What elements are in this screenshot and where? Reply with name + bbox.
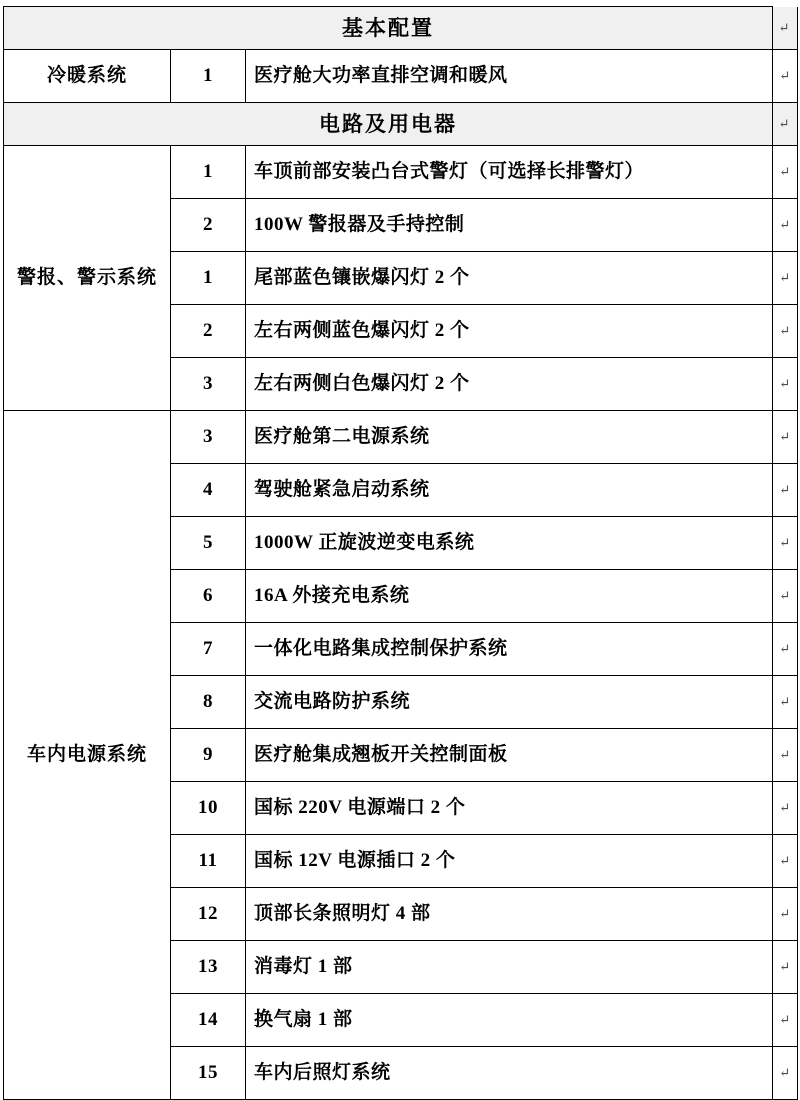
row-description-cell bbox=[246, 146, 773, 199]
row-description-cell bbox=[246, 1047, 773, 1100]
section-title-cell bbox=[4, 7, 773, 50]
table-section-header bbox=[4, 103, 798, 146]
paragraph-marker-cell bbox=[773, 994, 798, 1047]
row-number-cell bbox=[171, 305, 246, 358]
table-row bbox=[4, 146, 798, 199]
row-number-cell bbox=[171, 50, 246, 103]
paragraph-marker: ↵ bbox=[779, 323, 791, 339]
row-description: 车顶前部安装凸台式警灯（可选择长排警灯） bbox=[254, 161, 645, 183]
section-title: 基本配置 bbox=[342, 15, 434, 40]
paragraph-marker-cell bbox=[773, 623, 798, 676]
row-category-cell bbox=[4, 146, 171, 411]
paragraph-marker-cell bbox=[773, 835, 798, 888]
paragraph-marker-cell bbox=[773, 7, 798, 50]
paragraph-marker-cell bbox=[773, 1047, 798, 1100]
paragraph-marker: ↵ bbox=[779, 1065, 791, 1081]
paragraph-marker: ↵ bbox=[779, 906, 791, 922]
row-description: 左右两侧白色爆闪灯 2 个 bbox=[254, 373, 470, 395]
section-title: 电路及用电器 bbox=[319, 111, 457, 136]
row-description: 换气扇 1 部 bbox=[254, 1009, 353, 1031]
row-number-cell bbox=[171, 570, 246, 623]
row-description-cell bbox=[246, 464, 773, 517]
row-category: 车内电源系统 bbox=[26, 744, 147, 766]
paragraph-marker-cell bbox=[773, 305, 798, 358]
row-number: 12 bbox=[198, 903, 218, 925]
row-number: 8 bbox=[203, 691, 213, 713]
paragraph-marker: ↵ bbox=[779, 747, 791, 763]
row-number: 3 bbox=[203, 426, 213, 448]
row-description-cell bbox=[246, 729, 773, 782]
specification-table bbox=[3, 6, 798, 1100]
row-description: 1000W 正旋波逆变电系统 bbox=[254, 532, 475, 554]
row-description: 驾驶舱紧急启动系统 bbox=[254, 479, 430, 501]
paragraph-marker-cell bbox=[773, 103, 798, 146]
row-number-cell bbox=[171, 941, 246, 994]
paragraph-marker: ↵ bbox=[779, 588, 791, 604]
table-section-header bbox=[4, 7, 798, 50]
row-description: 16A 外接充电系统 bbox=[254, 585, 410, 607]
paragraph-marker-cell bbox=[773, 729, 798, 782]
paragraph-marker: ↵ bbox=[779, 1012, 791, 1028]
paragraph-marker: ↵ bbox=[779, 270, 791, 286]
row-number-cell bbox=[171, 358, 246, 411]
row-number-cell bbox=[171, 252, 246, 305]
paragraph-marker: ↵ bbox=[778, 116, 792, 132]
row-number: 1 bbox=[203, 65, 213, 87]
row-number-cell bbox=[171, 888, 246, 941]
paragraph-marker-cell bbox=[773, 464, 798, 517]
row-number-cell bbox=[171, 464, 246, 517]
row-number-cell bbox=[171, 199, 246, 252]
paragraph-marker-cell bbox=[773, 888, 798, 941]
row-category-cell bbox=[4, 50, 171, 103]
row-description-cell bbox=[246, 994, 773, 1047]
paragraph-marker: ↵ bbox=[779, 959, 791, 975]
row-number-cell bbox=[171, 1047, 246, 1100]
row-description: 100W 警报器及手持控制 bbox=[254, 214, 465, 236]
row-description: 医疗舱集成翘板开关控制面板 bbox=[254, 744, 508, 766]
paragraph-marker-cell bbox=[773, 411, 798, 464]
paragraph-marker-cell bbox=[773, 146, 798, 199]
paragraph-marker: ↵ bbox=[778, 19, 792, 35]
row-number-cell bbox=[171, 517, 246, 570]
row-category-cell bbox=[4, 411, 171, 1100]
row-number: 5 bbox=[203, 532, 213, 554]
row-number: 7 bbox=[203, 638, 213, 660]
paragraph-marker: ↵ bbox=[779, 68, 791, 84]
row-description-cell bbox=[246, 199, 773, 252]
row-description-cell bbox=[246, 252, 773, 305]
paragraph-marker: ↵ bbox=[779, 694, 791, 710]
row-number: 14 bbox=[198, 1009, 218, 1031]
row-number: 11 bbox=[198, 850, 218, 872]
paragraph-marker: ↵ bbox=[779, 164, 791, 180]
row-number-cell bbox=[171, 782, 246, 835]
row-category: 警报、警示系统 bbox=[16, 267, 157, 289]
row-description: 医疗舱第二电源系统 bbox=[254, 426, 430, 448]
row-number: 10 bbox=[198, 797, 218, 819]
table-row bbox=[4, 50, 798, 103]
row-number-cell bbox=[171, 623, 246, 676]
row-number: 13 bbox=[198, 956, 218, 978]
row-description: 交流电路防护系统 bbox=[254, 691, 411, 713]
row-number-cell bbox=[171, 411, 246, 464]
row-description: 车内后照灯系统 bbox=[254, 1062, 391, 1084]
row-description: 左右两侧蓝色爆闪灯 2 个 bbox=[254, 320, 470, 342]
row-number: 1 bbox=[203, 267, 213, 289]
row-number: 6 bbox=[203, 585, 213, 607]
paragraph-marker: ↵ bbox=[779, 217, 791, 233]
row-number: 1 bbox=[203, 161, 213, 183]
row-description-cell bbox=[246, 676, 773, 729]
paragraph-marker-cell bbox=[773, 676, 798, 729]
row-number: 3 bbox=[203, 373, 213, 395]
paragraph-marker-cell bbox=[773, 50, 798, 103]
row-description: 尾部蓝色镶嵌爆闪灯 2 个 bbox=[254, 267, 470, 289]
row-number-cell bbox=[171, 994, 246, 1047]
row-description-cell bbox=[246, 411, 773, 464]
paragraph-marker-cell bbox=[773, 252, 798, 305]
row-number: 4 bbox=[203, 479, 213, 501]
row-category: 冷暖系统 bbox=[46, 65, 127, 87]
paragraph-marker-cell bbox=[773, 570, 798, 623]
row-number-cell bbox=[171, 729, 246, 782]
row-number-cell bbox=[171, 146, 246, 199]
row-description-cell bbox=[246, 517, 773, 570]
table-row bbox=[4, 411, 798, 464]
paragraph-marker: ↵ bbox=[779, 853, 791, 869]
paragraph-marker-cell bbox=[773, 358, 798, 411]
paragraph-marker: ↵ bbox=[779, 376, 791, 392]
paragraph-marker-cell bbox=[773, 941, 798, 994]
row-description-cell bbox=[246, 305, 773, 358]
row-description: 一体化电路集成控制保护系统 bbox=[254, 638, 508, 660]
row-description: 国标 12V 电源插口 2 个 bbox=[254, 850, 456, 872]
paragraph-marker-cell bbox=[773, 517, 798, 570]
row-number-cell bbox=[171, 676, 246, 729]
paragraph-marker: ↵ bbox=[779, 535, 791, 551]
row-description-cell bbox=[246, 358, 773, 411]
row-description-cell bbox=[246, 623, 773, 676]
row-number: 9 bbox=[203, 744, 213, 766]
row-description: 医疗舱大功率直排空调和暖风 bbox=[254, 65, 508, 87]
paragraph-marker: ↵ bbox=[779, 800, 791, 816]
row-description-cell bbox=[246, 941, 773, 994]
row-description: 消毒灯 1 部 bbox=[254, 956, 353, 978]
row-description-cell bbox=[246, 835, 773, 888]
row-description: 顶部长条照明灯 4 部 bbox=[254, 903, 431, 925]
row-description-cell bbox=[246, 782, 773, 835]
row-number: 15 bbox=[198, 1062, 218, 1084]
paragraph-marker: ↵ bbox=[779, 641, 791, 657]
row-description-cell bbox=[246, 888, 773, 941]
paragraph-marker: ↵ bbox=[779, 429, 791, 445]
row-number-cell bbox=[171, 835, 246, 888]
paragraph-marker-cell bbox=[773, 782, 798, 835]
row-number: 2 bbox=[203, 320, 213, 342]
row-description: 国标 220V 电源端口 2 个 bbox=[254, 797, 466, 819]
paragraph-marker-cell bbox=[773, 199, 798, 252]
row-description-cell bbox=[246, 50, 773, 103]
section-title-cell bbox=[4, 103, 773, 146]
paragraph-marker: ↵ bbox=[779, 482, 791, 498]
row-description-cell bbox=[246, 570, 773, 623]
row-number: 2 bbox=[203, 214, 213, 236]
